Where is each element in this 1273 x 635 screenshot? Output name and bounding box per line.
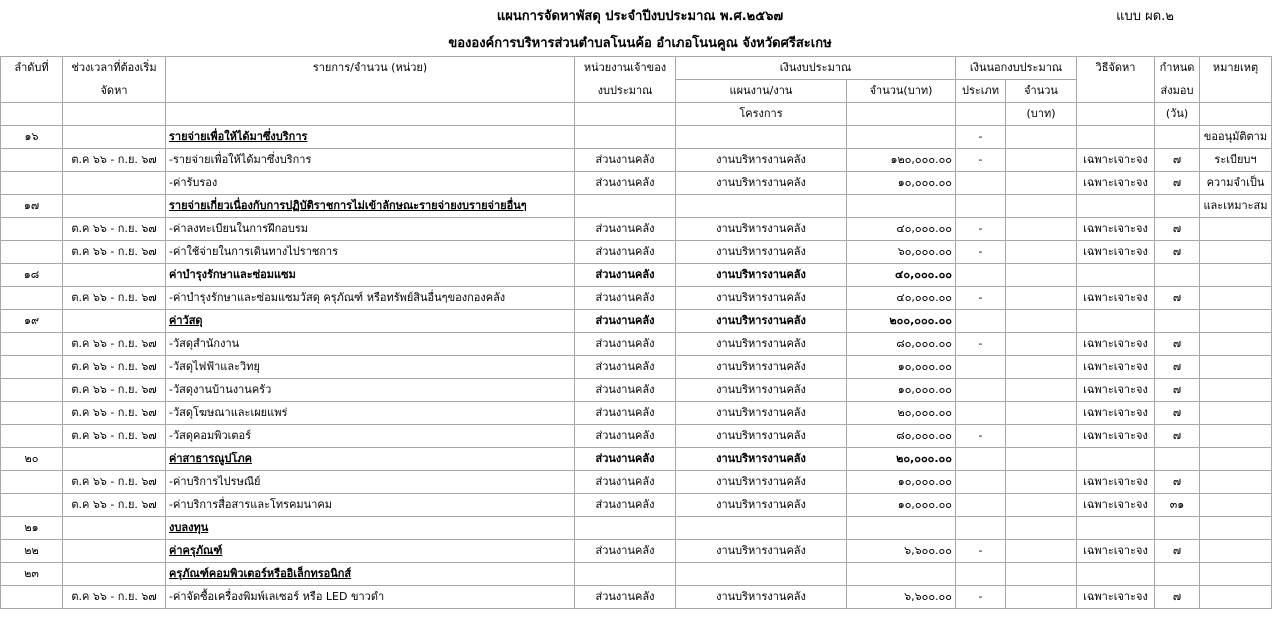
row-number [1,425,63,448]
row-external-type: - [956,333,1006,356]
row-external-amount [1006,287,1077,310]
row-number [1,287,63,310]
row-plan [676,563,847,586]
row-item: -ค่าบริการไปรษณีย์ [166,471,575,494]
row-external-type [956,172,1006,195]
row-number [1,586,63,609]
row-note: ความจำเป็น [1200,172,1272,195]
row-delivery-days: ๗ [1155,172,1200,195]
row-note [1200,540,1272,563]
row-method: เฉพาะเจาะจง [1077,471,1155,494]
row-amount: ๔๐,๐๐๐.๐๐ [847,218,956,241]
row-method: เฉพาะเจาะจง [1077,149,1155,172]
row-plan: งานบริหารงานคลัง [676,448,847,471]
row-amount: ๑๐,๐๐๐.๐๐ [847,471,956,494]
row-amount: ๖๐,๐๐๐.๐๐ [847,241,956,264]
header-cell [1200,80,1272,103]
table-row [1,379,1272,402]
row-number: ๒๐ [1,448,63,471]
row-delivery-days: ๗ [1155,356,1200,379]
row-number: ๑๗ [1,195,63,218]
header-cell: เงินงบประมาณ [676,57,956,80]
row-plan: งานบริหารงานคลัง [676,402,847,425]
row-item: รายจ่ายเกี่ยวเนื่องกับการปฏิบัติราชการไม่เข้าลักษณะรายจ่ายงบรายจ่ายอื่นๆ [166,195,575,218]
header-cell: จำนวน(บาท) [847,80,956,103]
row-period: ต.ค ๖๖ - ก.ย. ๖๗ [63,149,166,172]
row-department: ส่วนงานคลัง [575,494,676,517]
row-note: ระเบียบฯ [1200,149,1272,172]
row-external-amount [1006,218,1077,241]
row-item: -ค่าจัดซื้อเครื่องพิมพ์เลเซอร์ หรือ LED ขาวดำ [166,586,575,609]
row-item: -ค่าบำรุงรักษาและซ่อมแซมวัสดุ ครุภัณฑ์ หรือทรัพย์สินอื่นๆของกองคลัง [166,287,575,310]
row-external-type: - [956,287,1006,310]
row-external-amount [1006,310,1077,333]
row-department: ส่วนงานคลัง [575,172,676,195]
row-item: -วัสดุงานบ้านงานครัว [166,379,575,402]
row-external-type: - [956,241,1006,264]
row-external-type: - [956,126,1006,149]
row-amount: ๖,๖๐๐.๐๐ [847,540,956,563]
row-method [1077,195,1155,218]
row-item: ครุภัณฑ์คอมพิวเตอร์หรืออิเล็กทรอนิกส์ [166,563,575,586]
row-number [1,149,63,172]
row-number: ๑๙ [1,310,63,333]
row-plan: งานบริหารงานคลัง [676,287,847,310]
row-period: ต.ค ๖๖ - ก.ย. ๖๗ [63,425,166,448]
header-cell [575,103,676,126]
row-note [1200,310,1272,333]
row-note [1200,425,1272,448]
row-method: เฉพาะเจาะจง [1077,333,1155,356]
row-number [1,379,63,402]
row-external-amount [1006,195,1077,218]
row-department [575,126,676,149]
row-amount [847,126,956,149]
row-note [1200,379,1272,402]
row-plan: งานบริหารงานคลัง [676,218,847,241]
row-plan: งานบริหารงานคลัง [676,379,847,402]
row-department: ส่วนงานคลัง [575,448,676,471]
row-period [63,195,166,218]
row-period [63,172,166,195]
header-cell: หน่วยงานเจ้าของ [575,57,676,80]
row-department: ส่วนงานคลัง [575,149,676,172]
row-external-type: - [956,586,1006,609]
row-amount: ๑๐,๐๐๐.๐๐ [847,494,956,517]
header-cell [166,80,575,103]
header-cell [956,103,1006,126]
procurement-table [0,56,1272,609]
header-cell: แผนงาน/งาน [676,80,847,103]
row-period [63,563,166,586]
row-number: ๒๒ [1,540,63,563]
row-plan: งานบริหารงานคลัง [676,172,847,195]
row-external-amount [1006,379,1077,402]
row-external-type [956,448,1006,471]
header-cell: เงินนอกงบประมาณ [956,57,1077,80]
table-row [1,333,1272,356]
row-item: ค่าครุภัณฑ์ [166,540,575,563]
row-delivery-days: ๗ [1155,402,1200,425]
row-number [1,333,63,356]
form-code: แบบ ผด.๒ [1116,9,1174,24]
row-external-type [956,471,1006,494]
row-note [1200,356,1272,379]
header-cell [1077,80,1155,103]
row-delivery-days: ๗ [1155,149,1200,172]
row-department: ส่วนงานคลัง [575,287,676,310]
row-amount: ๔๐,๐๐๐.๐๐ [847,287,956,310]
row-note [1200,448,1272,471]
row-amount [847,195,956,218]
row-item: ค่าบำรุงรักษาและซ่อมแซม [166,264,575,287]
header-cell [63,103,166,126]
row-method: เฉพาะเจาะจง [1077,402,1155,425]
header-cell: วิธีจัดหา [1077,57,1155,80]
row-note [1200,586,1272,609]
row-note [1200,287,1272,310]
row-note [1200,517,1272,540]
row-number: ๑๖ [1,126,63,149]
header-row-3 [1,103,1272,126]
row-department [575,563,676,586]
row-plan: งานบริหารงานคลัง [676,264,847,287]
row-department: ส่วนงานคลัง [575,471,676,494]
header-cell: กำหนด [1155,57,1200,80]
row-external-type: - [956,218,1006,241]
header-cell: จำนวน [1006,80,1077,103]
row-period [63,540,166,563]
table-row [1,402,1272,425]
row-external-amount [1006,149,1077,172]
row-period [63,448,166,471]
table-body [1,57,1272,609]
row-external-amount [1006,126,1077,149]
row-department: ส่วนงานคลัง [575,402,676,425]
row-method: เฉพาะเจาะจง [1077,425,1155,448]
row-amount: ๒๐,๐๐๐.๐๐ [847,448,956,471]
row-period [63,310,166,333]
row-department: ส่วนงานคลัง [575,356,676,379]
row-external-amount [1006,471,1077,494]
row-method: เฉพาะเจาะจง [1077,241,1155,264]
row-method: เฉพาะเจาะจง [1077,287,1155,310]
header-row-2 [1,80,1272,103]
row-department: ส่วนงานคลัง [575,586,676,609]
row-delivery-days: ๗ [1155,540,1200,563]
row-amount [847,563,956,586]
table-row [1,241,1272,264]
row-external-amount [1006,494,1077,517]
row-period: ต.ค ๖๖ - ก.ย. ๖๗ [63,471,166,494]
row-item: รายจ่ายเพื่อให้ได้มาซึ่งบริการ [166,126,575,149]
row-external-type [956,195,1006,218]
row-item: -ค่าใช้จ่ายในการเดินทางไปราชการ [166,241,575,264]
row-method: เฉพาะเจาะจง [1077,494,1155,517]
row-delivery-days [1155,195,1200,218]
row-item: -ค่าลงทะเบียนในการฝึกอบรม [166,218,575,241]
row-note [1200,218,1272,241]
row-plan: งานบริหารงานคลัง [676,540,847,563]
row-number [1,494,63,517]
header-cell: ส่งมอบ [1155,80,1200,103]
header-cell: (บาท) [1006,103,1077,126]
header-cell [1077,103,1155,126]
row-item: -วัสดุโฆษณาและเผยแพร่ [166,402,575,425]
row-external-amount [1006,425,1077,448]
table-row [1,195,1272,218]
row-item: ค่าสาธารณูปโภค [166,448,575,471]
row-item: -วัสดุคอมพิวเตอร์ [166,425,575,448]
document-title: แผนการจัดหาพัสดุ ประจำปีงบประมาณ พ.ศ.๒๕๖๗ [496,9,784,24]
row-amount: ๒๐๐,๐๐๐.๐๐ [847,310,956,333]
row-method [1077,517,1155,540]
row-method: เฉพาะเจาะจง [1077,586,1155,609]
row-external-amount [1006,517,1077,540]
row-department: ส่วนงานคลัง [575,241,676,264]
row-plan [676,195,847,218]
row-department: ส่วนงานคลัง [575,218,676,241]
row-period: ต.ค ๖๖ - ก.ย. ๖๗ [63,379,166,402]
row-external-amount [1006,540,1077,563]
row-amount: ๒๐,๐๐๐.๐๐ [847,402,956,425]
row-delivery-days: ๗ [1155,218,1200,241]
row-plan [676,517,847,540]
row-external-type [956,494,1006,517]
table-row [1,586,1272,609]
row-department: ส่วนงานคลัง [575,540,676,563]
row-period: ต.ค ๖๖ - ก.ย. ๖๗ [63,586,166,609]
row-delivery-days: ๗ [1155,586,1200,609]
table-row [1,425,1272,448]
row-plan: งานบริหารงานคลัง [676,333,847,356]
row-delivery-days: ๗ [1155,425,1200,448]
row-external-type [956,379,1006,402]
row-external-amount [1006,356,1077,379]
row-note [1200,402,1272,425]
row-external-type [956,310,1006,333]
table-row [1,356,1272,379]
row-note [1200,241,1272,264]
row-amount [847,517,956,540]
row-note [1200,264,1272,287]
row-number: ๑๘ [1,264,63,287]
table-row [1,172,1272,195]
row-delivery-days [1155,264,1200,287]
row-department: ส่วนงานคลัง [575,425,676,448]
row-method [1077,448,1155,471]
row-delivery-days: ๗ [1155,333,1200,356]
row-method [1077,563,1155,586]
header-cell: งบประมาณ [575,80,676,103]
row-amount: ๑๐,๐๐๐.๐๐ [847,379,956,402]
row-method [1077,310,1155,333]
row-external-amount [1006,264,1077,287]
row-external-amount [1006,586,1077,609]
row-period: ต.ค ๖๖ - ก.ย. ๖๗ [63,287,166,310]
row-amount: ๘๐,๐๐๐.๐๐ [847,333,956,356]
row-period: ต.ค ๖๖ - ก.ย. ๖๗ [63,402,166,425]
table-row [1,310,1272,333]
row-number [1,402,63,425]
row-note [1200,563,1272,586]
row-amount: ๑๒๐,๐๐๐.๐๐ [847,149,956,172]
row-number [1,356,63,379]
table-row [1,517,1272,540]
row-method: เฉพาะเจาะจง [1077,218,1155,241]
row-note: ขออนุมัติตาม [1200,126,1272,149]
table-row [1,563,1272,586]
row-department [575,517,676,540]
table-row [1,540,1272,563]
row-item: -รายจ่ายเพื่อให้ได้มาซึ่งบริการ [166,149,575,172]
row-external-type [956,402,1006,425]
row-amount: ๖,๖๐๐.๐๐ [847,586,956,609]
row-plan: งานบริหารงานคลัง [676,149,847,172]
header-cell [166,103,575,126]
table-row [1,126,1272,149]
row-number [1,172,63,195]
table-row [1,149,1272,172]
row-plan: งานบริหารงานคลัง [676,586,847,609]
row-item: -วัสดุไฟฟ้าและวิทยุ [166,356,575,379]
row-plan: งานบริหารงานคลัง [676,425,847,448]
row-note: และเหมาะสม [1200,195,1272,218]
row-external-type: - [956,425,1006,448]
table-row [1,218,1272,241]
row-delivery-days: ๗ [1155,241,1200,264]
row-period [63,264,166,287]
table-row [1,287,1272,310]
header-cell [1200,103,1272,126]
header-cell [1,103,63,126]
row-plan: งานบริหารงานคลัง [676,471,847,494]
table-row [1,264,1272,287]
row-plan: งานบริหารงานคลัง [676,356,847,379]
row-delivery-days: ๗ [1155,471,1200,494]
row-note [1200,333,1272,356]
row-delivery-days: ๓๑ [1155,494,1200,517]
header-cell: ประเภท [956,80,1006,103]
row-external-amount [1006,241,1077,264]
row-item: งบลงทุน [166,517,575,540]
row-plan [676,126,847,149]
row-amount: ๔๐,๐๐๐.๐๐ [847,264,956,287]
row-period [63,126,166,149]
row-method [1077,264,1155,287]
header-cell: ลำดับที่ [1,57,63,80]
row-delivery-days [1155,448,1200,471]
row-amount: ๑๐,๐๐๐.๐๐ [847,356,956,379]
header-cell: หมายเหตุ [1200,57,1272,80]
row-external-type [956,563,1006,586]
row-external-type [956,517,1006,540]
row-period: ต.ค ๖๖ - ก.ย. ๖๗ [63,241,166,264]
row-external-amount [1006,448,1077,471]
row-external-amount [1006,172,1077,195]
document-subtitle: ขององค์การบริหารส่วนตำบลโนนค้อ อำเภอโนนคูณ จังหวัดศรีสะเกษ [448,36,832,51]
row-period [63,517,166,540]
header-cell: โครงการ [676,103,847,126]
row-delivery-days [1155,517,1200,540]
row-amount: ๑๐,๐๐๐.๐๐ [847,172,956,195]
table-row [1,448,1272,471]
row-note [1200,494,1272,517]
row-item: -วัสดุสำนักงาน [166,333,575,356]
row-number: ๒๓ [1,563,63,586]
row-method: เฉพาะเจาะจง [1077,379,1155,402]
row-number [1,471,63,494]
row-period: ต.ค ๖๖ - ก.ย. ๖๗ [63,333,166,356]
row-external-amount [1006,402,1077,425]
row-department [575,195,676,218]
row-department: ส่วนงานคลัง [575,379,676,402]
row-number: ๒๑ [1,517,63,540]
row-delivery-days [1155,126,1200,149]
row-plan: งานบริหารงานคลัง [676,310,847,333]
header-row-1 [1,57,1272,80]
row-external-amount [1006,563,1077,586]
row-method: เฉพาะเจาะจง [1077,540,1155,563]
header-cell: ช่วงเวลาที่ต้องเริ่ม [63,57,166,80]
row-item: ค่าวัสดุ [166,310,575,333]
row-external-amount [1006,333,1077,356]
row-period: ต.ค ๖๖ - ก.ย. ๖๗ [63,218,166,241]
row-method: เฉพาะเจาะจง [1077,356,1155,379]
row-number [1,241,63,264]
header-cell: (วัน) [1155,103,1200,126]
row-delivery-days [1155,310,1200,333]
header-cell [1,80,63,103]
row-note [1200,471,1272,494]
row-external-type: - [956,540,1006,563]
row-plan: งานบริหารงานคลัง [676,494,847,517]
row-item: -ค่าบริการสื่อสารและโทรคมนาคม [166,494,575,517]
row-item: -ค่ารับรอง [166,172,575,195]
header-cell: รายการ/จำนวน (หน่วย) [166,57,575,80]
row-number [1,218,63,241]
row-external-type [956,356,1006,379]
row-period: ต.ค ๖๖ - ก.ย. ๖๗ [63,494,166,517]
row-external-type: - [956,149,1006,172]
row-department: ส่วนงานคลัง [575,264,676,287]
row-period: ต.ค ๖๖ - ก.ย. ๖๗ [63,356,166,379]
row-method: เฉพาะเจาะจง [1077,172,1155,195]
header-cell [847,103,956,126]
row-department: ส่วนงานคลัง [575,310,676,333]
row-department: ส่วนงานคลัง [575,333,676,356]
row-method [1077,126,1155,149]
table-row [1,494,1272,517]
row-plan: งานบริหารงานคลัง [676,241,847,264]
row-external-type [956,264,1006,287]
header-cell: จัดหา [63,80,166,103]
row-delivery-days [1155,563,1200,586]
row-delivery-days: ๗ [1155,379,1200,402]
row-delivery-days: ๗ [1155,287,1200,310]
table-row [1,471,1272,494]
row-amount: ๘๐,๐๐๐.๐๐ [847,425,956,448]
